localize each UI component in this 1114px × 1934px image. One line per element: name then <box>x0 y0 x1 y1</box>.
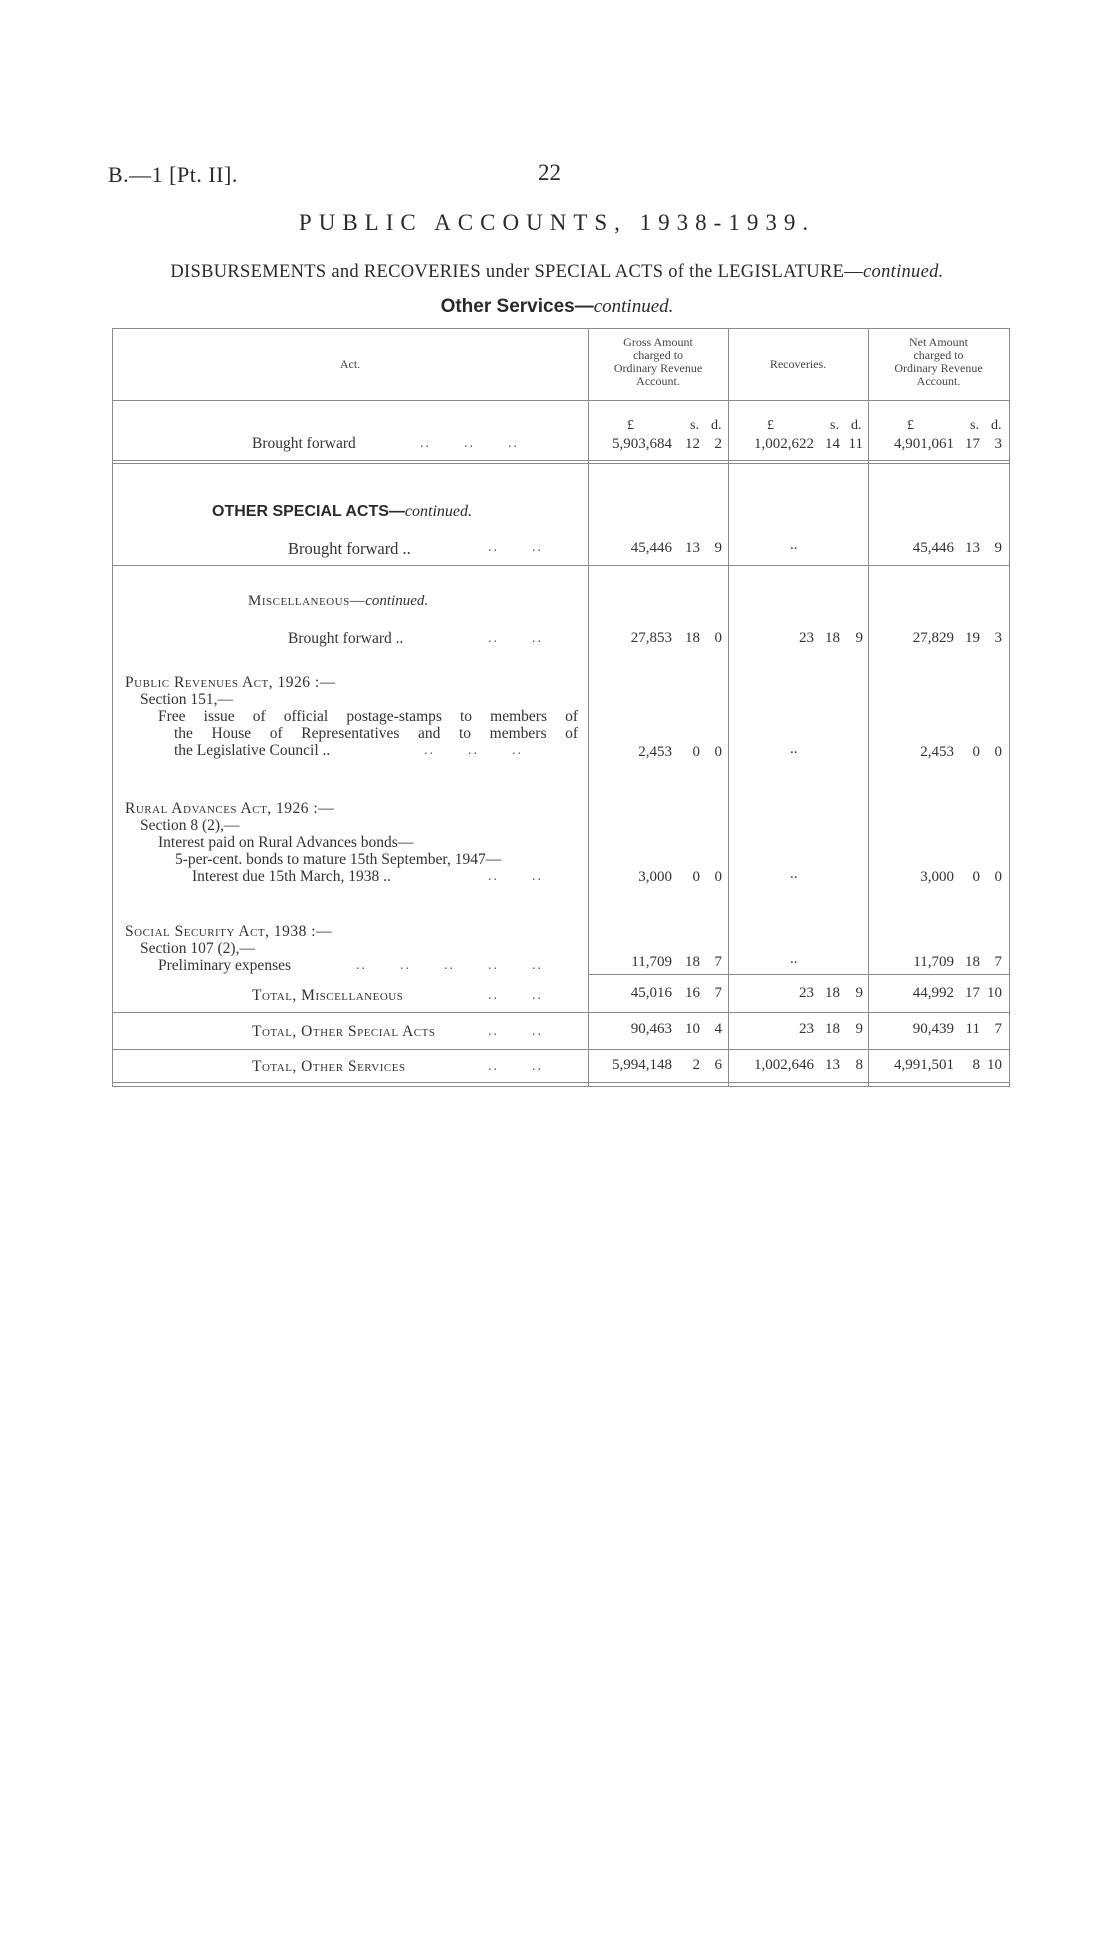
column-header-net <box>868 336 1009 388</box>
pence-value: 9 <box>855 630 863 646</box>
rule-after-total-misc <box>112 1012 1010 1013</box>
shillings-value: 18 <box>825 985 840 1001</box>
pence-value: 0 <box>714 869 722 885</box>
miscellaneous-heading <box>248 593 428 610</box>
public-revenues-act-title: Public Revenues Act, 1926 :— <box>125 674 336 691</box>
rural-advances-description: Interest due 15th March, 1938 .. <box>192 868 391 885</box>
pounds-value: 44,992 <box>912 985 954 1001</box>
pounds-value: 90,463 <box>630 1021 672 1037</box>
pence-value: 9 <box>855 1021 863 1037</box>
pence-value: 10 <box>987 985 1002 1001</box>
net-header-line: Account. <box>916 374 961 388</box>
pence-value: 0 <box>714 744 722 760</box>
recoveries-nil: .. <box>790 866 798 882</box>
shillings-value: 18 <box>685 954 700 970</box>
pounds-value: 5,994,148 <box>612 1057 672 1073</box>
pence-value: 4 <box>714 1021 722 1037</box>
pounds-value: 3,000 <box>920 869 954 885</box>
net-header-line: Net Amount <box>909 335 968 349</box>
net-header-line: Ordinary Revenue <box>894 361 983 375</box>
rule-after-other-special-acts <box>112 565 1010 566</box>
pounds-value: 23 <box>799 1021 814 1037</box>
subtitle-continued: continued. <box>863 262 944 282</box>
leader-dots: .. .. <box>488 540 543 555</box>
pounds-value: 45,016 <box>630 985 672 1001</box>
net-pence-unit: d. <box>991 418 1002 433</box>
rural-advances-act-title: Rural Advances Act, 1926 :— <box>125 800 335 817</box>
pence-value: 7 <box>714 954 722 970</box>
recoveries-nil: .. <box>790 537 798 553</box>
heading-text: OTHER SPECIAL ACTS— <box>212 503 405 520</box>
pence-value: 9 <box>994 540 1002 556</box>
header-bottom-rule <box>112 400 1010 401</box>
other-special-acts-heading <box>212 503 472 521</box>
shillings-value: 18 <box>965 954 980 970</box>
shillings-value: 11 <box>965 1021 980 1037</box>
pence-value: 7 <box>714 985 722 1001</box>
recoveries-nil: .. <box>790 741 798 757</box>
pounds-value: 11,709 <box>913 954 954 970</box>
gross-header-line: charged to <box>632 348 684 362</box>
leader-dots: .. .. .. <box>424 743 523 758</box>
net-pound-unit: £ <box>907 418 914 433</box>
shillings-value: 10 <box>685 1021 700 1037</box>
brought-forward-top-label: Brought forward <box>252 435 356 452</box>
gross-header-line: Gross Amount <box>623 335 693 349</box>
shillings-value: 16 <box>685 985 700 1001</box>
pence-value: 0 <box>994 744 1002 760</box>
leader-dots: .. .. <box>488 869 543 884</box>
pence-value: 9 <box>714 540 722 556</box>
rule-after-brought-forward-double <box>112 463 1010 464</box>
public-revenues-description: the Legislative Council .. <box>174 742 331 759</box>
column-header-act: Act. <box>339 357 361 371</box>
pounds-value: 4,991,501 <box>894 1057 954 1073</box>
pounds-value: 23 <box>799 630 814 646</box>
shillings-value: 13 <box>965 540 980 556</box>
subtitle-text: DISBURSEMENTS and RECOVERIES under SPECIAL ACTS of the LEGISLATURE— <box>170 262 864 282</box>
pence-value: 3 <box>994 436 1002 452</box>
gross-header-line: Account. <box>636 374 680 388</box>
pounds-value: 5,903,684 <box>612 436 672 452</box>
net-shilling-unit: s. <box>970 418 979 433</box>
pence-value: 7 <box>994 954 1002 970</box>
pence-value: 0 <box>994 869 1002 885</box>
pence-value: 11 <box>848 436 863 452</box>
heading-text: Miscellaneous— <box>248 593 366 609</box>
shillings-value: 12 <box>685 436 700 452</box>
page-subtitle <box>0 262 1114 283</box>
pounds-value: 1,002,622 <box>754 436 814 452</box>
net-header-line: charged to <box>913 348 964 362</box>
table-bottom-rule <box>112 1082 1010 1083</box>
pounds-value: 11,709 <box>631 954 672 970</box>
pounds-value: 27,853 <box>630 630 672 646</box>
pounds-value: 90,439 <box>912 1021 954 1037</box>
section-title-text: Other Services— <box>440 296 594 317</box>
gross-pence-unit: d. <box>711 418 722 433</box>
shillings-value: 0 <box>972 744 980 760</box>
rule-after-brought-forward <box>112 460 1010 461</box>
shillings-value: 18 <box>825 630 840 646</box>
social-security-description: Preliminary expenses <box>158 957 292 974</box>
shillings-value: 0 <box>692 869 700 885</box>
shillings-value: 2 <box>692 1057 700 1073</box>
leader-dots: .. .. <box>488 1059 543 1074</box>
rural-advances-description: 5-per-cent. bonds to mature 15th September, 1947— <box>175 851 502 868</box>
heading-continued: continued. <box>365 593 429 609</box>
shillings-value: 13 <box>685 540 700 556</box>
gross-shilling-unit: s. <box>690 418 699 433</box>
table-left-border <box>112 328 113 1086</box>
pounds-value: 45,446 <box>912 540 954 556</box>
total-miscellaneous-label: Total, Miscellaneous <box>252 987 404 1004</box>
leader-dots: .. .. <box>488 1024 543 1039</box>
pounds-value: 23 <box>799 985 814 1001</box>
shillings-value: 17 <box>965 985 980 1001</box>
pence-value: 8 <box>855 1057 863 1073</box>
pence-value: 2 <box>714 436 722 452</box>
pence-value: 7 <box>994 1021 1002 1037</box>
public-revenues-section: Section 151,— <box>140 691 233 708</box>
pence-value: 6 <box>714 1057 722 1073</box>
pounds-value: 3,000 <box>638 869 672 885</box>
section-title-continued: continued. <box>593 296 674 317</box>
shillings-value: 13 <box>825 1057 840 1073</box>
leader-dots: .. .. <box>488 988 543 1003</box>
page-number: 22 <box>538 160 561 185</box>
page-title: PUBLIC ACCOUNTS, 1938-1939. <box>298 210 816 235</box>
shillings-value: 18 <box>825 1021 840 1037</box>
pence-value: 0 <box>714 630 722 646</box>
pence-value: 9 <box>855 985 863 1001</box>
pounds-value: 2,453 <box>920 744 954 760</box>
pounds-value: 2,453 <box>638 744 672 760</box>
recoveries-shilling-unit: s. <box>830 418 839 433</box>
pounds-value: 27,829 <box>912 630 954 646</box>
leader-dots: .. .. .. .. .. <box>356 958 543 973</box>
pounds-value: 4,901,061 <box>894 436 954 452</box>
shillings-value: 19 <box>965 630 980 646</box>
miscellaneous-brought-forward: Brought forward .. <box>288 630 404 647</box>
column-header-gross <box>588 336 728 388</box>
pounds-value: 1,002,646 <box>754 1057 814 1073</box>
pence-value: 3 <box>994 630 1002 646</box>
public-revenues-description: the House of Representatives and to members of <box>174 725 578 742</box>
recoveries-pound-unit: £ <box>767 418 774 433</box>
table-bottom-rule-double <box>112 1086 1010 1087</box>
shillings-value: 18 <box>685 630 700 646</box>
social-security-act-title: Social Security Act, 1938 :— <box>125 923 333 940</box>
column-header-recoveries: Recoveries. <box>769 357 827 371</box>
shillings-value: 0 <box>972 869 980 885</box>
rural-advances-section: Section 8 (2),— <box>140 817 240 834</box>
rural-advances-description: Interest paid on Rural Advances bonds— <box>158 834 414 851</box>
table-right-border <box>1009 328 1010 1086</box>
gross-header-line: Ordinary Revenue <box>613 361 703 375</box>
section-title <box>0 296 1114 318</box>
shillings-value: 0 <box>692 744 700 760</box>
table-top-rule <box>112 328 1010 329</box>
other-special-acts-brought-forward: Brought forward .. <box>288 539 411 558</box>
recoveries-pence-unit: d. <box>851 418 862 433</box>
heading-continued: continued. <box>404 503 472 520</box>
pounds-value: 45,446 <box>630 540 672 556</box>
rule-after-total-special <box>112 1049 1010 1050</box>
pence-value: 10 <box>987 1057 1002 1073</box>
leader-dots: .. .. <box>488 631 543 646</box>
rule-before-total-misc <box>588 974 1010 975</box>
total-other-services-label: Total, Other Services <box>252 1058 406 1075</box>
public-revenues-description: Free issue of official postage-stamps to members of <box>158 708 578 725</box>
document-reference: B.—1 [Pt. II]. <box>108 162 238 187</box>
shillings-value: 17 <box>965 436 980 452</box>
gross-pound-unit: £ <box>627 418 634 433</box>
social-security-section: Section 107 (2),— <box>140 940 255 957</box>
recoveries-nil: .. <box>790 951 798 967</box>
total-other-special-acts-label: Total, Other Special Acts <box>252 1023 436 1040</box>
shillings-value: 8 <box>972 1057 980 1073</box>
leader-dots: .. .. .. <box>420 436 519 451</box>
shillings-value: 14 <box>825 436 840 452</box>
